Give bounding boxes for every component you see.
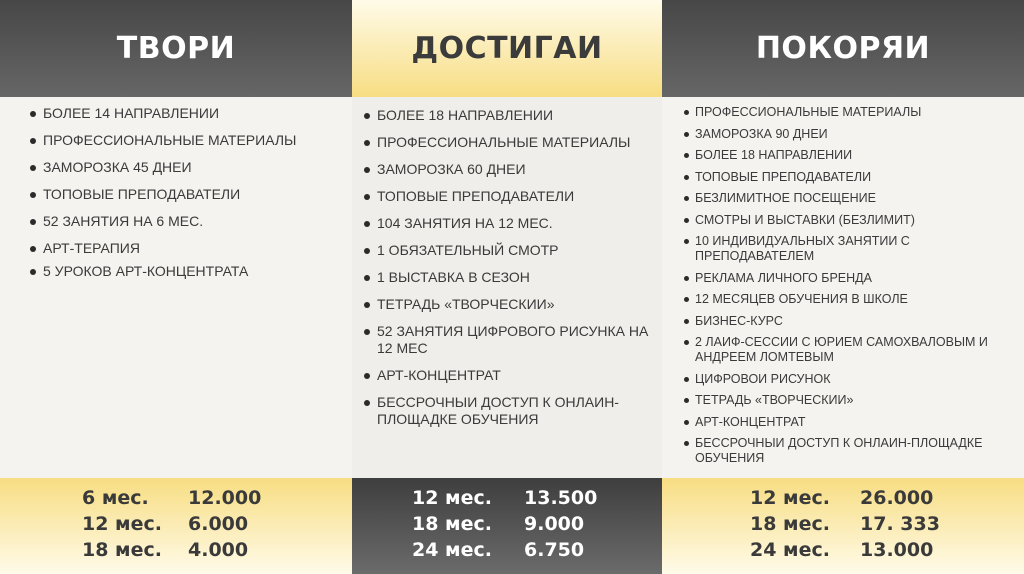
feature-item: АРТ-ТЕРАПИЯ bbox=[30, 240, 342, 262]
plan-header bbox=[352, 0, 662, 97]
feature-item: БОЛЕЕ 18 НАПРАВЛЕНИИ bbox=[684, 148, 1010, 163]
feature-item: РЕКЛАМА ЛИЧНОГО БРЕНДА bbox=[684, 271, 1010, 286]
plan-prices bbox=[662, 478, 1024, 574]
feature-item: ТОПОВЫЕ ПРЕПОДАВАТЕЛИ bbox=[364, 188, 652, 205]
feature-item: ПРОФЕССИОНАЛЬНЫЕ МАТЕРИАЛЫ bbox=[364, 134, 652, 151]
price-value: 6.750 bbox=[524, 539, 585, 561]
plan-features bbox=[0, 97, 352, 478]
plan-features bbox=[662, 97, 1024, 478]
price-row bbox=[662, 487, 1024, 513]
feature-item: 10 ИНДИВИДУАЛЬНЫХ ЗАНЯТИИ С ПРЕПОДАВАТЕЛЕМ bbox=[684, 234, 1010, 264]
feature-item: ТЕТРАДЬ «ТВОРЧЕСКИИ» bbox=[364, 296, 652, 313]
price-term: 12 мес. bbox=[412, 487, 492, 509]
feature-item: ЦИФРОВОИ РИСУНОК bbox=[684, 372, 1010, 387]
price-row bbox=[662, 539, 1024, 565]
plan-features bbox=[352, 97, 662, 478]
feature-item: ЗАМОРОЗКА 60 ДНЕИ bbox=[364, 161, 652, 178]
feature-item: БИЗНЕС-КУРС bbox=[684, 314, 1010, 329]
price-value: 6.000 bbox=[188, 513, 249, 535]
price-value: 26.000 bbox=[860, 487, 934, 509]
plan-title: ДОСТИГАИ bbox=[411, 31, 603, 66]
price-value: 13.000 bbox=[860, 539, 934, 561]
plan-prices bbox=[0, 478, 352, 574]
price-row bbox=[352, 513, 662, 539]
feature-item: БОЛЕЕ 14 НАПРАВЛЕНИИ bbox=[30, 105, 342, 131]
price-value: 9.000 bbox=[524, 513, 585, 535]
feature-item: ТОПОВЫЕ ПРЕПОДАВАТЕЛИ bbox=[684, 170, 1010, 185]
plan-title: ТВОРИ bbox=[116, 31, 236, 66]
price-row bbox=[0, 539, 352, 565]
feature-item: 52 ЗАНЯТИЯ НА 6 МЕС. bbox=[30, 213, 342, 239]
feature-item: БОЛЕЕ 18 НАПРАВЛЕНИИ bbox=[364, 107, 652, 124]
plan-header bbox=[0, 0, 352, 97]
price-term: 24 мес. bbox=[412, 539, 492, 561]
price-value: 12.000 bbox=[188, 487, 262, 509]
price-term: 18 мес. bbox=[412, 513, 492, 535]
price-value: 4.000 bbox=[188, 539, 249, 561]
feature-item: АРТ-КОНЦЕНТРАТ bbox=[684, 415, 1010, 430]
plan-tvori bbox=[0, 0, 352, 574]
feature-item: 1 ОБЯЗАТЕЛЬНЫЙ СМОТР bbox=[364, 242, 652, 259]
price-term: 12 мес. bbox=[82, 513, 162, 535]
price-term: 12 мес. bbox=[750, 487, 830, 509]
feature-item: 5 УРОКОВ АРТ-КОНЦЕНТРАТА bbox=[30, 263, 342, 289]
feature-item: 2 ЛАИФ-СЕССИИ С ЮРИЕМ САМОХВАЛОВЫМ И АНДРЕЕМ ЛОМТЕВЫМ bbox=[684, 335, 1010, 365]
feature-item: БЕЗЛИМИТНОЕ ПОСЕЩЕНИЕ bbox=[684, 191, 1010, 206]
feature-item: БЕССРОЧНЫИ ДОСТУП К ОНЛАИН-ПЛОЩАДКЕ ОБУЧЕНИЯ bbox=[684, 436, 1010, 466]
feature-item: 1 ВЫСТАВКА В СЕЗОН bbox=[364, 269, 652, 286]
feature-item: ЗАМОРОЗКА 90 ДНЕИ bbox=[684, 127, 1010, 142]
feature-item: БЕССРОЧНЫИ ДОСТУП К ОНЛАИН-ПЛОЩАДКЕ ОБУЧЕНИЯ bbox=[364, 394, 652, 428]
price-row bbox=[0, 487, 352, 513]
feature-item: ПРОФЕССИОНАЛЬНЫЕ МАТЕРИАЛЫ bbox=[30, 132, 342, 158]
feature-list bbox=[364, 107, 652, 438]
feature-item: 52 ЗАНЯТИЯ ЦИФРОВОГО РИСУНКА НА 12 МЕС bbox=[364, 323, 652, 357]
price-term: 18 мес. bbox=[82, 539, 162, 561]
feature-item: АРТ-КОНЦЕНТРАТ bbox=[364, 367, 652, 384]
feature-list bbox=[30, 105, 342, 290]
feature-item: 104 ЗАНЯТИЯ НА 12 МЕС. bbox=[364, 215, 652, 232]
feature-item: ТОПОВЫЕ ПРЕПОДАВАТЕЛИ bbox=[30, 186, 342, 212]
plan-prices bbox=[352, 478, 662, 574]
feature-list bbox=[684, 105, 1010, 473]
price-row bbox=[662, 513, 1024, 539]
plan-pokoryai bbox=[662, 0, 1024, 574]
price-row bbox=[352, 539, 662, 565]
feature-item: ТЕТРАДЬ «ТВОРЧЕСКИИ» bbox=[684, 393, 1010, 408]
feature-item: 12 МЕСЯЦЕВ ОБУЧЕНИЯ В ШКОЛЕ bbox=[684, 292, 1010, 307]
price-row bbox=[0, 513, 352, 539]
feature-item: ЗАМОРОЗКА 45 ДНЕИ bbox=[30, 159, 342, 185]
price-value: 17. 333 bbox=[860, 513, 940, 535]
plan-header bbox=[662, 0, 1024, 97]
plan-title: ПОКОРЯИ bbox=[755, 31, 931, 66]
price-term: 6 мес. bbox=[82, 487, 149, 509]
price-term: 24 мес. bbox=[750, 539, 830, 561]
feature-item: СМОТРЫ И ВЫСТАВКИ (БЕЗЛИМИТ) bbox=[684, 213, 1010, 228]
price-row bbox=[352, 487, 662, 513]
price-value: 13.500 bbox=[524, 487, 598, 509]
plan-dostigai bbox=[352, 0, 662, 574]
feature-item: ПРОФЕССИОНАЛЬНЫЕ МАТЕРИАЛЫ bbox=[684, 105, 1010, 120]
price-term: 18 мес. bbox=[750, 513, 830, 535]
